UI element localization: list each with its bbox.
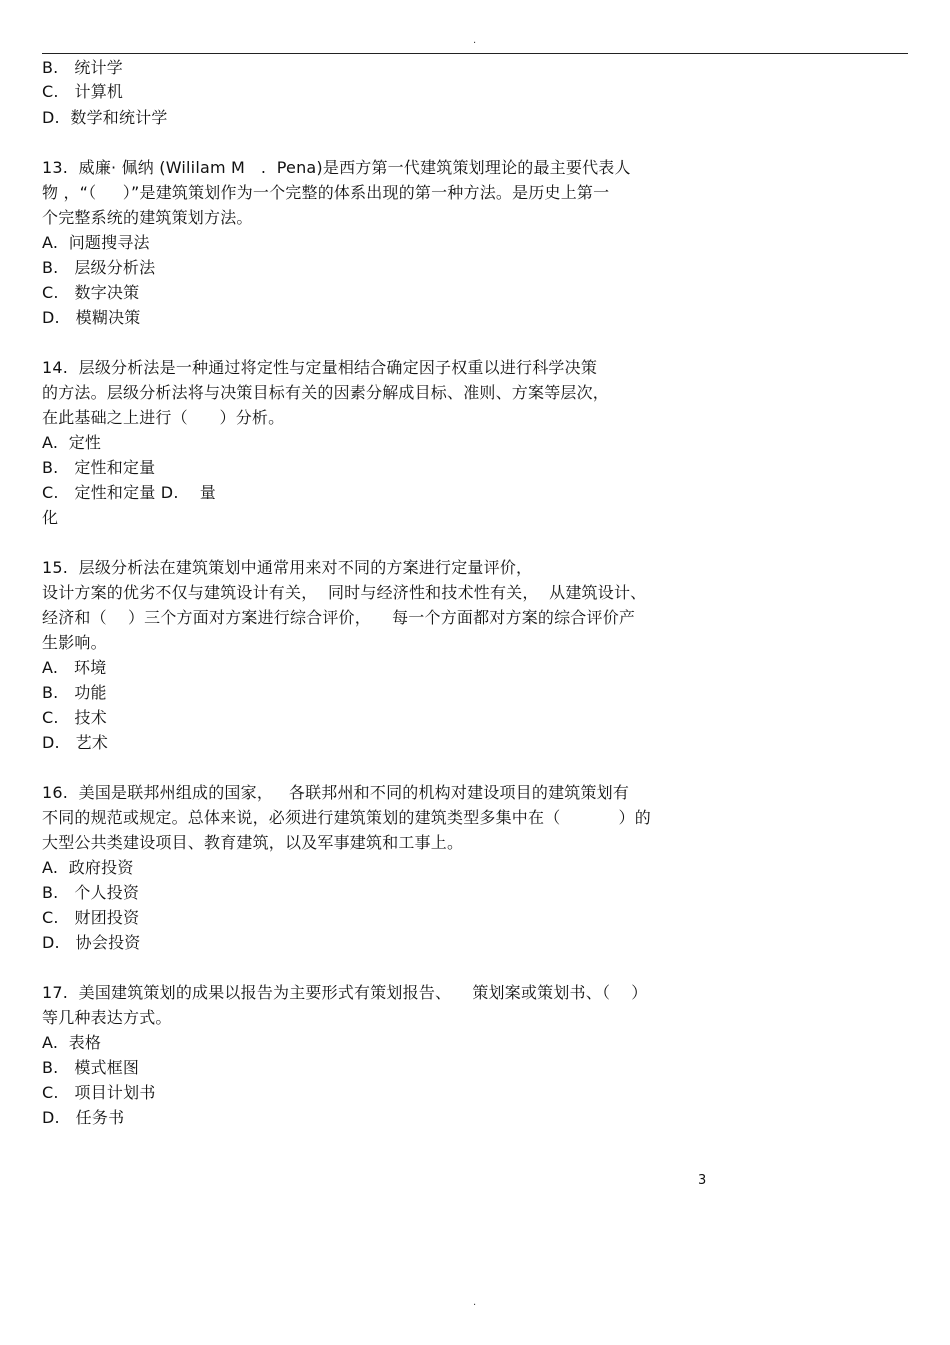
- option-a-q17: A. 表格: [42, 1033, 102, 1052]
- option-d-q15: D. 艺术: [42, 733, 109, 752]
- question-15-line-1: 15. 层级分析法在建筑策划中通常用来对不同的方案进行定量评价，: [42, 558, 533, 577]
- question-16-line-3: 大型公共类建设项目、教育建筑，以及军事建筑和工事上。: [42, 833, 464, 852]
- question-13-line-2: 物 ，“（ ）”是建筑策划作为一个完整的体系出现的第一种方法。是历史上第一: [42, 183, 610, 202]
- option-b-q13: B. 层级分析法: [42, 258, 156, 277]
- question-15-line-3: 经济和（ ）三个方面对方案进行综合评价， 每一个方面都对方案的综合评价产: [42, 608, 636, 627]
- option-b-q15: B. 功能: [42, 683, 107, 702]
- header-rule: [42, 53, 908, 54]
- option-d-q16: D. 协会投资: [42, 933, 141, 952]
- header-mark: .: [473, 35, 477, 46]
- option-b-q12: B. 统计学: [42, 58, 123, 77]
- option-c-q16: C. 财团投资: [42, 908, 140, 927]
- option-b-q16: B. 个人投资: [42, 883, 140, 902]
- option-c-q12: C. 计算机: [42, 82, 124, 101]
- option-a-q16: A. 政府投资: [42, 858, 134, 877]
- option-c-d-q14: C. 定性和定量 D. 量: [42, 483, 216, 502]
- option-c-q17: C. 项目计划书: [42, 1083, 156, 1102]
- question-15-line-2: 设计方案的优劣不仅与建筑设计有关， 同时与经济性和技术性有关， 从建筑设计、: [42, 583, 647, 602]
- option-d-q14-wrap: 化: [42, 508, 59, 527]
- option-c-q13: C. 数字决策: [42, 283, 140, 302]
- option-b-q14: B. 定性和定量: [42, 458, 156, 477]
- question-16-line-2: 不同的规范或规定。总体来说，必须进行建筑策划的建筑类型多集中在（ ）的: [42, 808, 651, 827]
- question-13-line-3: 个完整系统的建筑策划方法。: [42, 208, 253, 227]
- option-a-q14: A. 定性: [42, 433, 102, 452]
- question-16-line-1: 16. 美国是联邦州组成的国家， 各联邦州和不同的机构对建设项目的建筑策划有: [42, 783, 630, 802]
- question-17-line-2: 等几种表达方式。: [42, 1008, 172, 1027]
- question-17-line-1: 17. 美国建筑策划的成果以报告为主要形式有策划报告、 策划案或策划书、（ ）: [42, 983, 648, 1002]
- option-d-q13: D. 模糊决策: [42, 308, 141, 327]
- option-d-q17: D. 任务书: [42, 1108, 125, 1127]
- option-a-q15: A. 环境: [42, 658, 107, 677]
- option-a-q13: A. 问题搜寻法: [42, 233, 150, 252]
- question-15-line-4: 生影响。: [42, 633, 107, 652]
- footer-mark: .: [473, 1297, 477, 1308]
- option-c-q15: C. 技术: [42, 708, 107, 727]
- option-d-q12: D. 数学和统计学: [42, 108, 168, 127]
- question-13-line-1: 13. 威廉· 佩纳 (Wililam M . Pena)是西方第一代建筑策划理论的最主要代表人: [42, 158, 631, 177]
- question-14-line-3: 在此基础之上进行（ ）分析。: [42, 408, 285, 427]
- page-number: 3: [698, 1173, 707, 1188]
- question-14-line-1: 14. 层级分析法是一种通过将定性与定量相结合确定因子权重以进行科学决策: [42, 358, 598, 377]
- question-14-line-2: 的方法。层级分析法将与决策目标有关的因素分解成目标、准则、方案等层次，: [42, 383, 610, 402]
- option-b-q17: B. 模式框图: [42, 1058, 140, 1077]
